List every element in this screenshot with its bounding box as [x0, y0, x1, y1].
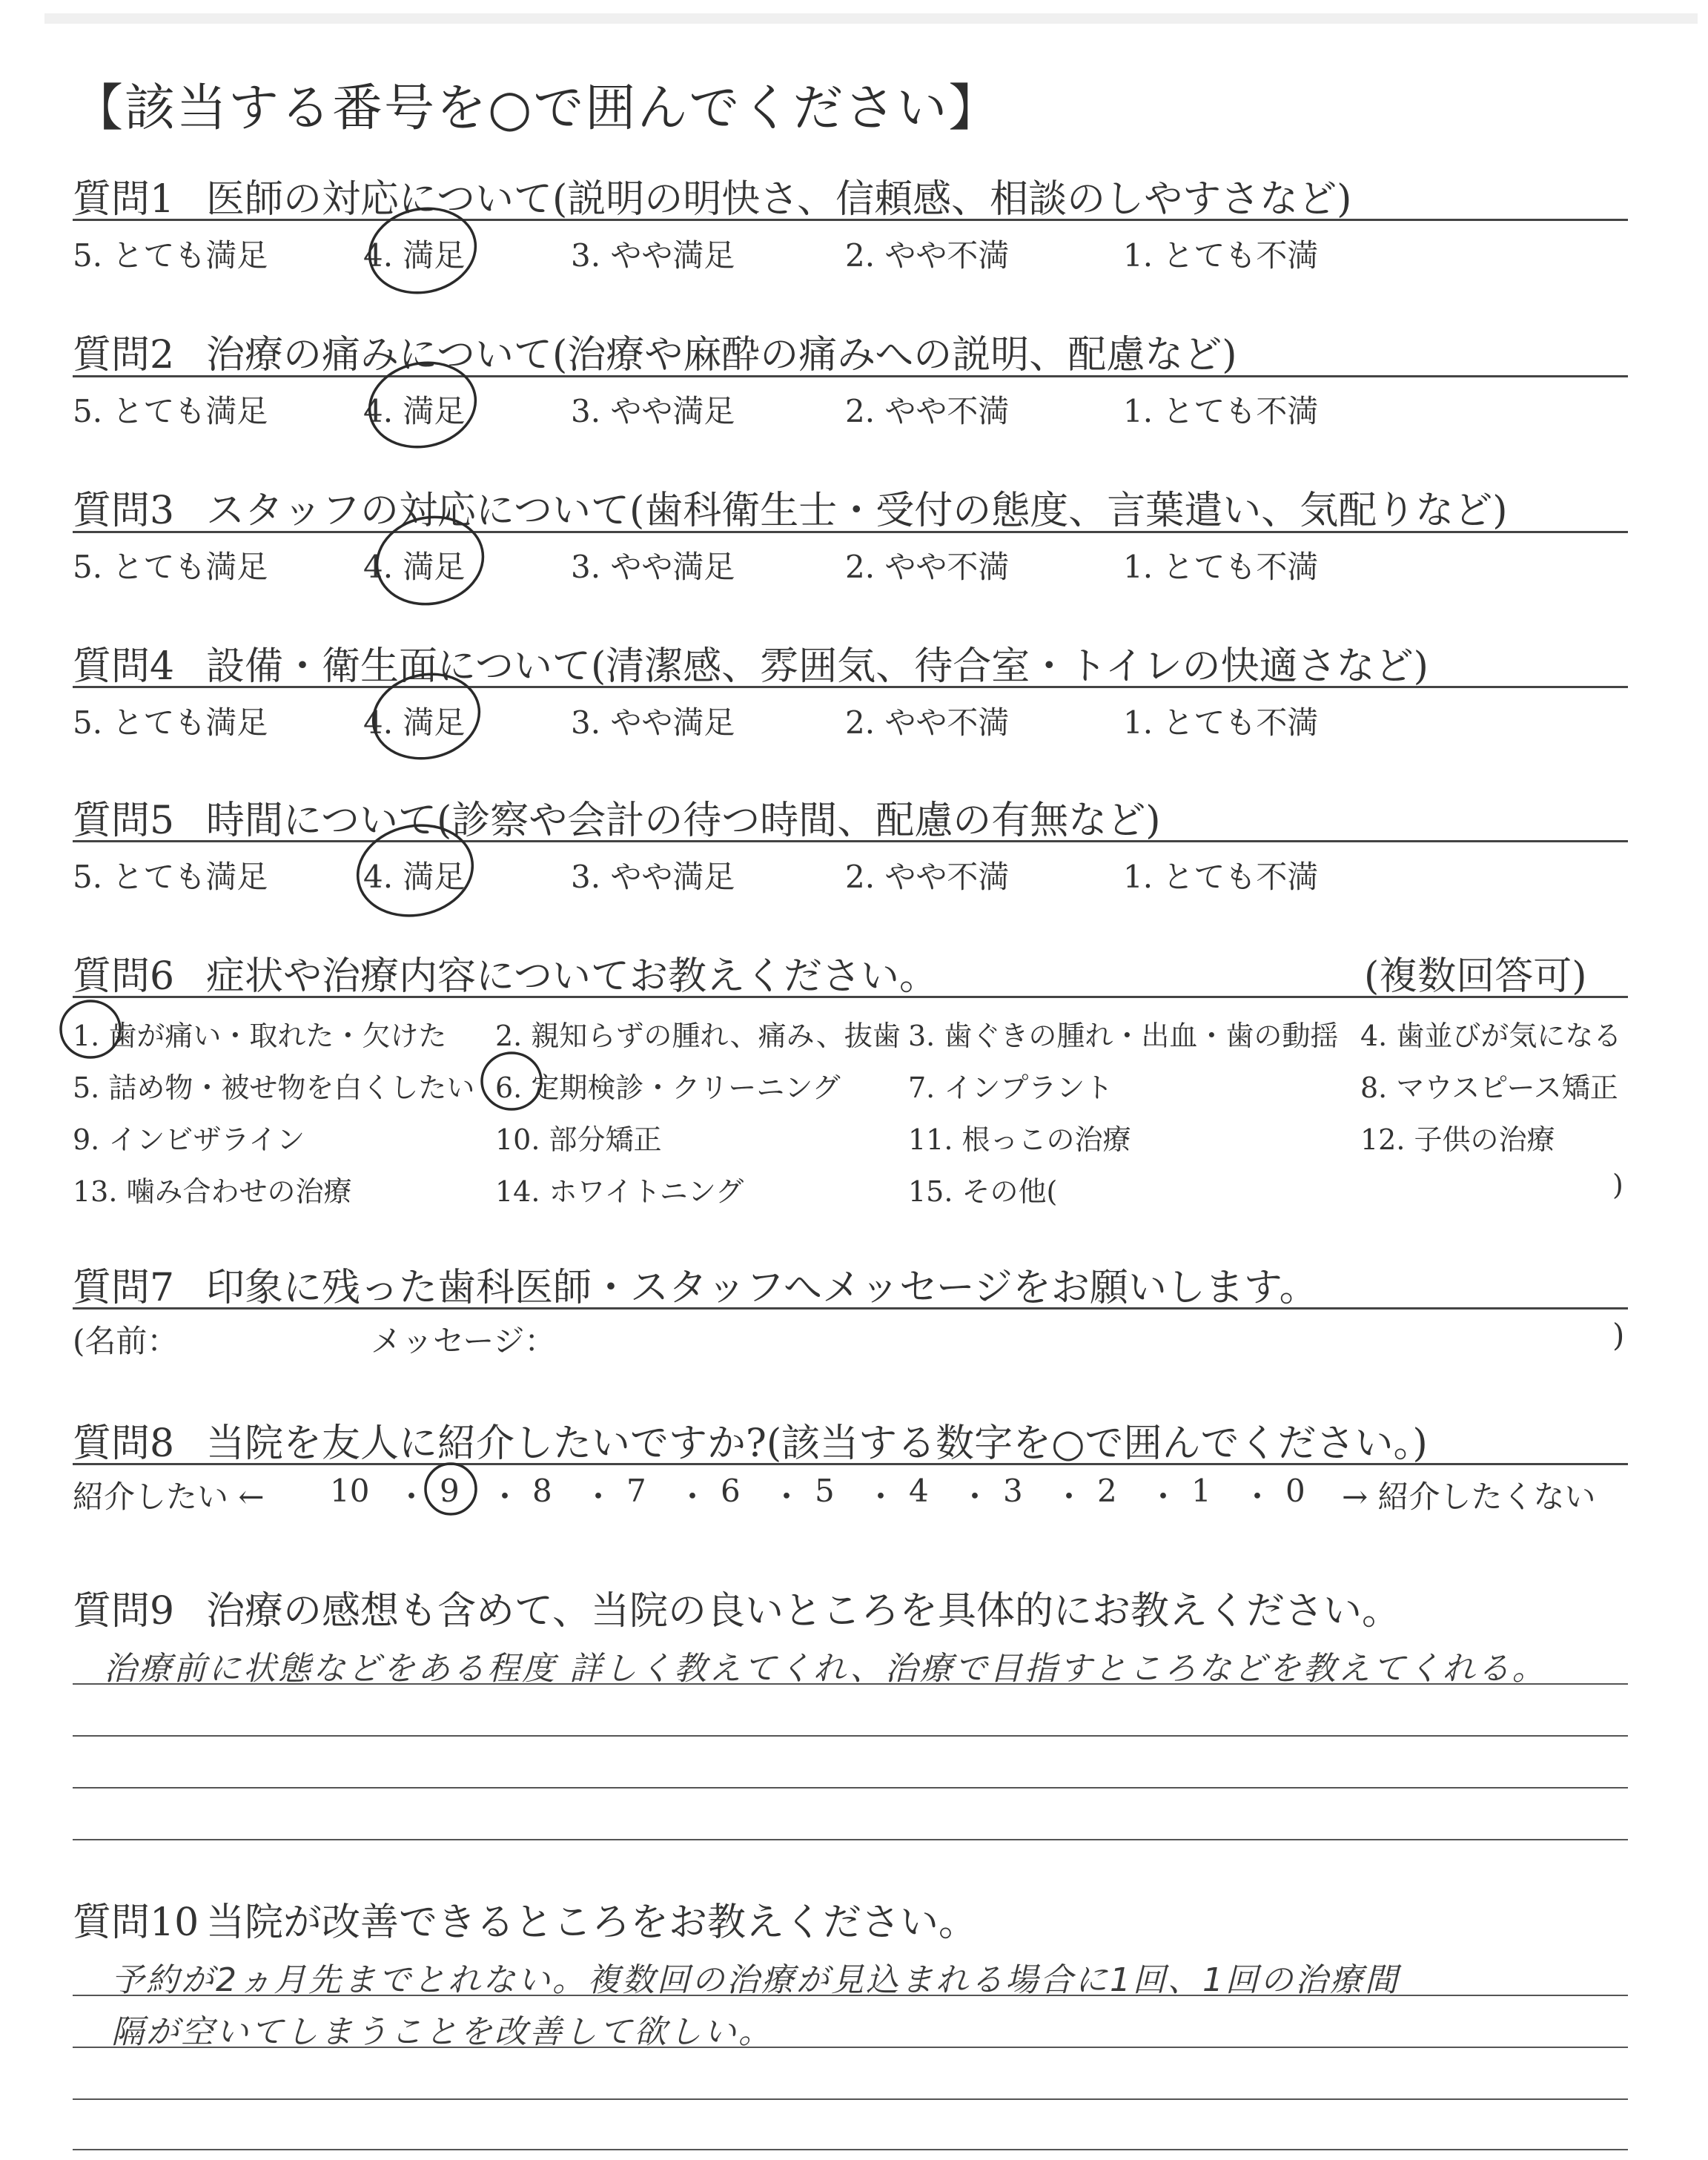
q8-score-4[interactable]: 4 — [909, 1473, 929, 1509]
q6-selection-circle-6 — [482, 1053, 541, 1109]
q5-selection-circle — [349, 815, 481, 926]
q1-option-3[interactable]: 3. やや満足 — [571, 237, 735, 274]
q4-option-3[interactable]: 3. やや満足 — [571, 704, 735, 741]
q8-dot: ・ — [1242, 1479, 1274, 1515]
q6-option-13[interactable]: 13. 噛み合わせの治療 — [73, 1175, 352, 1208]
q8-left-label: 紹介したい ← — [73, 1479, 265, 1515]
question-5: 質問5 時間について(診察や会計の待つ時間、配慮の有無など) — [73, 799, 1161, 843]
q6-multiple-note: (複数回答可) — [1364, 954, 1587, 999]
q6-option-10[interactable]: 10. 部分矯正 — [495, 1123, 662, 1156]
q8-score-2[interactable]: 2 — [1097, 1473, 1117, 1509]
q6-option-1[interactable]: 1. 歯が痛い・取れた・欠けた — [73, 1020, 447, 1052]
q3-option-5[interactable]: 5. とても満足 — [73, 549, 268, 585]
q8-dot: ・ — [396, 1479, 428, 1515]
q2-option-2[interactable]: 2. やや不満 — [845, 393, 1010, 429]
q6-option-9[interactable]: 9. インビザライン — [73, 1123, 305, 1156]
q8-score-9[interactable]: 9 — [440, 1473, 460, 1509]
q2-option-5[interactable]: 5. とても満足 — [73, 393, 268, 429]
q4-option-5[interactable]: 5. とても満足 — [73, 704, 268, 741]
q2-option-1[interactable]: 1. とても不満 — [1123, 393, 1319, 429]
q8-dot: ・ — [1148, 1479, 1179, 1515]
q5-option-2[interactable]: 2. やや不満 — [845, 859, 1010, 895]
q2-option-3[interactable]: 3. やや満足 — [571, 393, 735, 429]
q8-score-5[interactable]: 5 — [815, 1473, 835, 1509]
q6-option-3[interactable]: 3. 歯ぐきの腫れ・出血・歯の動揺 — [908, 1020, 1339, 1052]
q6-option-15[interactable]: 15. その他( — [908, 1175, 1058, 1208]
q4-option-4[interactable]: 4. 満足 — [363, 704, 466, 741]
q8-dot: ・ — [771, 1479, 803, 1515]
q6-option-7[interactable]: 7. インプラント — [908, 1071, 1113, 1104]
question-2: 質問2 治療の痛みについて(治療や麻酔の痛みへの説明、配慮など) — [73, 333, 1237, 377]
q6-other-close: ) — [1612, 1169, 1623, 1201]
q1-option-5[interactable]: 5. とても満足 — [73, 237, 268, 274]
q6-selection-circle-1 — [61, 1001, 120, 1057]
q8-score-0[interactable]: 0 — [1285, 1473, 1305, 1509]
q6-option-14[interactable]: 14. ホワイトニング — [495, 1175, 744, 1208]
q8-dot: ・ — [583, 1479, 615, 1515]
q4-selection-circle — [365, 664, 487, 767]
q3-option-2[interactable]: 2. やや不満 — [845, 549, 1010, 585]
q8-score-3[interactable]: 3 — [1003, 1473, 1023, 1509]
q8-score-6[interactable]: 6 — [721, 1473, 741, 1509]
question-6: 質問6 症状や治療内容についてお教えください。 — [73, 954, 938, 999]
q8-dot: ・ — [865, 1479, 897, 1515]
question-10: 質問10 当院が改善できるところをお教えください。 — [73, 1900, 978, 1945]
q6-option-6[interactable]: 6. 定期検診・クリーニング — [495, 1071, 841, 1104]
q6-option-5[interactable]: 5. 詰め物・被せ物を白くしたい — [73, 1071, 475, 1104]
question-3: 質問3 スタッフの対応について(歯科衛生士・受付の態度、言葉遣い、気配りなど) — [73, 489, 1508, 533]
q8-dot: ・ — [1053, 1479, 1085, 1515]
q6-option-4[interactable]: 4. 歯並びが気になる — [1360, 1020, 1622, 1052]
q8-dot: ・ — [677, 1479, 709, 1515]
q8-score-8[interactable]: 8 — [532, 1473, 552, 1509]
q1-option-2[interactable]: 2. やや不満 — [845, 237, 1010, 274]
q5-option-1[interactable]: 1. とても不満 — [1123, 859, 1319, 895]
q7-message-label: メッセージ： — [371, 1323, 556, 1359]
q6-option-11[interactable]: 11. 根っこの治療 — [908, 1123, 1131, 1156]
q3-option-3[interactable]: 3. やや満足 — [571, 549, 735, 585]
q7-close: ) — [1612, 1317, 1625, 1353]
q1-selection-circle — [362, 199, 483, 302]
q6-option-12[interactable]: 12. 子供の治療 — [1360, 1123, 1555, 1156]
q8-dot: ・ — [489, 1479, 521, 1515]
q3-option-4[interactable]: 4. 満足 — [363, 549, 466, 585]
q2-option-4[interactable]: 4. 満足 — [363, 393, 466, 429]
q4-option-1[interactable]: 1. とても不満 — [1123, 704, 1319, 741]
q5-option-5[interactable]: 5. とても満足 — [73, 859, 268, 895]
q1-option-4[interactable]: 4. 満足 — [363, 237, 466, 274]
q1-option-1[interactable]: 1. とても不満 — [1123, 237, 1319, 274]
question-9: 質問9 治療の感想も含めて、当院の良いところを具体的にお教えください。 — [73, 1589, 1400, 1634]
q9-handwritten-answer: 治療前に状態などをある程度 詳しく教えてくれ、治療で目指すところなどを教えてくれる。 — [104, 1650, 1547, 1688]
q8-score-7[interactable]: 7 — [626, 1473, 646, 1509]
q5-option-4[interactable]: 4. 満足 — [363, 859, 466, 895]
q3-option-1[interactable]: 1. とても不満 — [1123, 549, 1319, 585]
question-1: 質問1 医師の対応について(説明の明快さ、信頼感、相談のしやすさなど) — [73, 177, 1352, 222]
q8-score-10[interactable]: 10 — [330, 1473, 370, 1509]
q2-selection-circle — [362, 353, 483, 456]
q10-handwritten-answer-line1: 予約が2ヵ月先までとれない。複数回の治療が見込まれる場合に1回、1回の治療間 — [111, 1961, 1400, 1999]
q3-selection-circle — [369, 507, 491, 613]
q8-right-label: → 紹介したくない — [1342, 1479, 1596, 1515]
q7-name-label: (名前： — [73, 1323, 179, 1359]
q8-dot: ・ — [959, 1479, 991, 1515]
question-7: 質問7 印象に残った歯科医師・スタッフへメッセージをお願いします。 — [73, 1266, 1318, 1310]
question-8: 質問8 当院を友人に紹介したいですか?(該当する数字を○で囲んでください。) — [73, 1421, 1428, 1466]
question-4: 質問4 設備・衛生面について(清潔感、雰囲気、待合室・トイレの快適さなど) — [73, 644, 1429, 689]
q6-option-8[interactable]: 8. マウスピース矯正 — [1360, 1071, 1618, 1104]
q10-handwritten-answer-line2: 隔が空いてしまうことを改善して欲しい。 — [111, 2013, 773, 2051]
q4-option-2[interactable]: 2. やや不満 — [845, 704, 1010, 741]
q6-option-2[interactable]: 2. 親知らずの腫れ、痛み、抜歯 — [495, 1020, 901, 1052]
page-title: 【該当する番号を○で囲んでください】 — [73, 79, 1001, 138]
q8-score-1[interactable]: 1 — [1191, 1473, 1211, 1509]
q8-selection-circle-9 — [426, 1464, 476, 1514]
q5-option-3[interactable]: 3. やや満足 — [571, 859, 735, 895]
